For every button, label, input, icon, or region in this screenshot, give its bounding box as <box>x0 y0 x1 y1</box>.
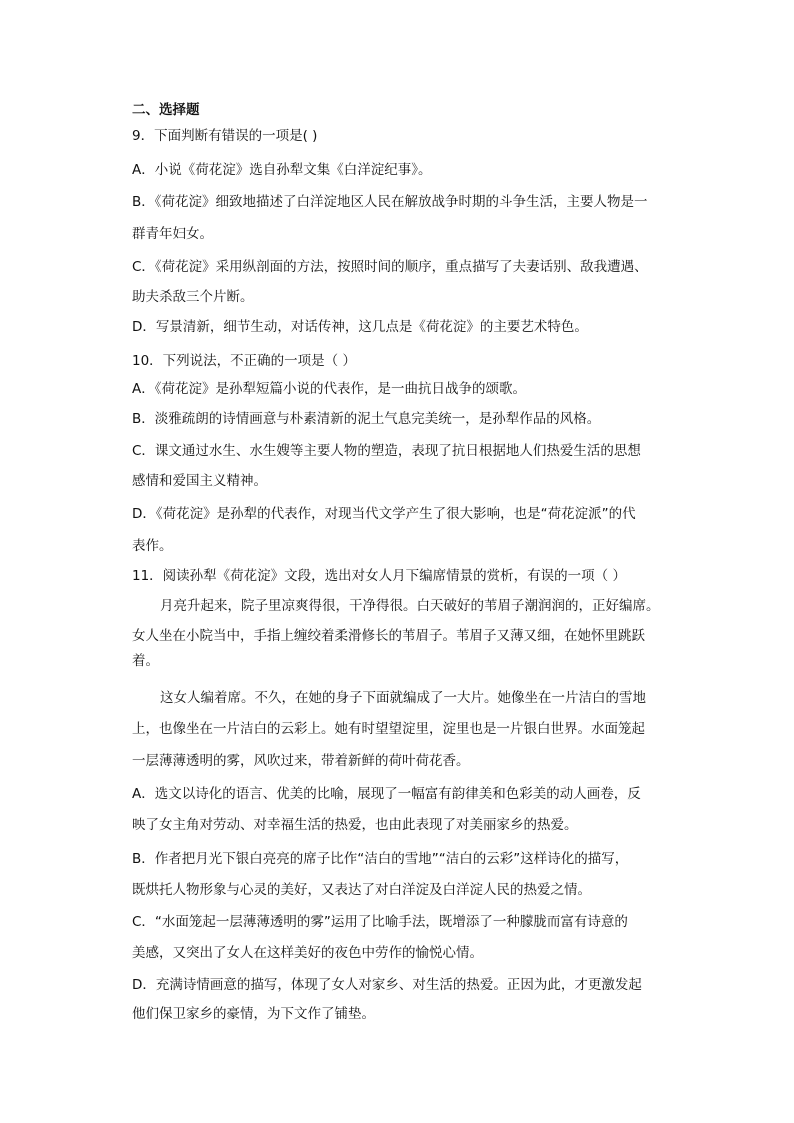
text-line: 助夫杀敌三个片断。 <box>132 289 254 305</box>
text-line: 他们保卫家乡的豪情，为下文作了铺垫。 <box>132 1006 375 1022</box>
text-line: B．作者把月光下银白亮亮的席子比作“洁白的雪地”“洁白的云彩”这样诗化的描写， <box>132 851 629 867</box>
text-line: 感情和爱国主义精神。 <box>132 473 267 489</box>
text-line: 女人坐在小院当中，手指上缠绞着柔滑修长的苇眉子。苇眉子又薄又细，在她怀里跳跃 <box>132 628 645 644</box>
text-line: 一层薄薄透明的雾，风吹过来，带着新鲜的荷叶荷花香。 <box>132 753 470 769</box>
text-line: 上，也像坐在一片洁白的云彩上。她有时望望淀里，淀里也是一片银白世界。水面笼起 <box>132 721 645 737</box>
text-line: 10．下列说法，不正确的一项是（ ） <box>132 353 356 369</box>
text-line: B．《荷花淀》细致地描述了白洋淀地区人民在解放战争时期的斗争生活，主要人物是一 <box>132 194 648 210</box>
text-line: 着。 <box>132 653 159 669</box>
text-line: 9．下面判断有错误的一项是( ) <box>132 128 318 144</box>
text-line: A．《荷花淀》是孙犁短篇小说的代表作，是一曲抗日战争的颂歌。 <box>132 381 526 397</box>
text-line: C．课文通过水生、水生嫂等主要人物的塑造，表现了抗日根据地人们热爱生活的思想 <box>132 443 641 459</box>
text-line: D．充满诗情画意的描写，体现了女人对家乡、对生活的热爱。正因为此，才更激发起 <box>132 977 642 993</box>
text-line: D．《荷花淀》是孙犁的代表作，对现当代文学产生了很大影响，也是“荷花淀派”的代 <box>132 506 636 522</box>
text-line: A．选文以诗化的语言、优美的比喻，展现了一幅富有韵律美和色彩美的动人画卷，反 <box>132 786 641 802</box>
text-line: 群青年妇女。 <box>132 226 213 242</box>
text-line: 既烘托人物形象与心灵的美好，又表达了对白洋淀及白洋淀人民的热爱之情。 <box>132 882 591 898</box>
text-line: 月亮升起来，院子里凉爽得很，干净得很。白天破好的苇眉子潮润润的，正好编席。 <box>160 598 660 614</box>
text-line: 表作。 <box>132 538 173 554</box>
text-line: C．《荷花淀》采用纵剖面的方法，按照时间的顺序，重点描写了夫妻话别、敌我遭遇、 <box>132 259 648 275</box>
text-line: A．小说《荷花淀》选自孙犁文集《白洋淀纪事》。 <box>132 162 432 178</box>
text-line: 美感，又突出了女人在这样美好的夜色中劳作的愉悦心情。 <box>132 945 483 961</box>
text-line: D．写景清新，细节生动，对话传神，这几点是《荷花淀》的主要艺术特色。 <box>132 319 588 335</box>
text-line: C．“水面笼起一层薄薄透明的雾”运用了比喻手法，既增添了一种朦胧而富有诗意的 <box>132 914 628 930</box>
text-line: B．淡雅疏朗的诗情画意与朴素清新的泥土气息完美统一，是孙犁作品的风格。 <box>132 411 601 427</box>
text-line: 这女人编着席。不久，在她的身子下面就编成了一大片。她像坐在一片洁白的雪地 <box>160 690 646 706</box>
section-title: 二、选择题 <box>132 102 200 118</box>
text-line: 11．阅读孙犁《荷花淀》文段，选出对女人月下编席情景的赏析，有误的一项（ ） <box>132 568 626 584</box>
text-line: 映了女主角对劳动、对幸福生活的热爱，也由此表现了对美丽家乡的热爱。 <box>132 817 578 833</box>
